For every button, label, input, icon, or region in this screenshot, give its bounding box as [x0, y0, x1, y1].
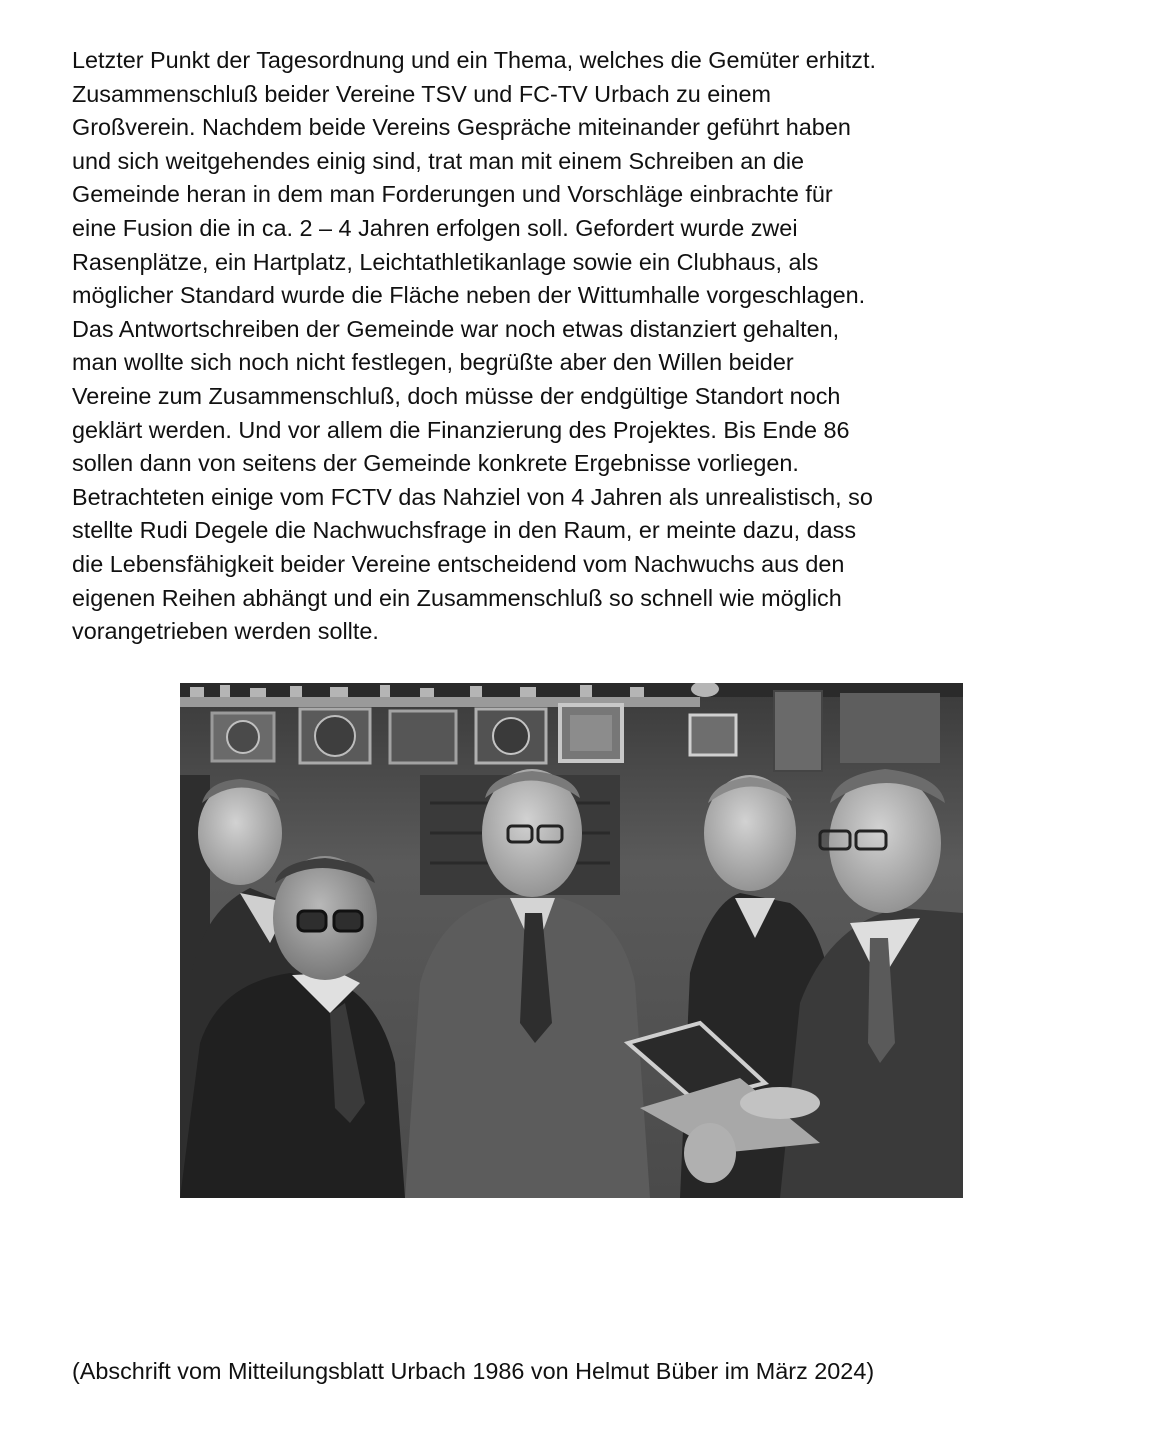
article-line: eine Fusion die in ca. 2 – 4 Jahren erfolgen soll. Gefordert wurde zwei [72, 214, 798, 241]
group-photo [180, 683, 963, 1198]
article-line: möglicher Standard wurde die Fläche neben der Wittumhalle vorgeschlagen. [72, 282, 866, 309]
article-line: Großverein. Nachdem beide Vereins Gespräche miteinander geführt haben [72, 114, 851, 141]
article-line: sollen dann von seitens der Gemeinde konkrete Ergebnisse vorliegen. [72, 450, 799, 477]
article-line: und sich weitgehendes einig sind, trat man mit einem Schreiben an die [72, 147, 805, 174]
article-line: geklärt werden. Und vor allem die Finanzierung des Projektes. Bis Ende 86 [72, 416, 850, 443]
article-line: Rasenplätze, ein Hartplatz, Leichtathletikanlage sowie ein Clubhaus, als [72, 248, 819, 275]
article-line: Letzter Punkt der Tagesordnung und ein Thema, welches die Gemüter erhitzt. [72, 47, 876, 73]
article-text [72, 44, 1082, 649]
article-line: Vereine zum Zusammenschluß, doch müsse der endgültige Standort noch [72, 382, 841, 409]
caption: (Abschrift vom Mitteilungsblatt Urbach 1986 von Helmut Büber im März 2024) [72, 1358, 875, 1384]
article-line: die Lebensfähigkeit beider Vereine entscheidend vom Nachwuchs aus den [72, 550, 845, 577]
article-line: eigenen Reihen abhängt und ein Zusammenschluß so schnell wie möglich [72, 584, 842, 611]
article-line: Das Antwortschreiben der Gemeinde war noch etwas distanziert gehalten, [72, 315, 840, 342]
article-line: Gemeinde heran in dem man Forderungen und Vorschläge einbrachte für [72, 181, 833, 208]
article-line: Betrachteten einige vom FCTV das Nahziel von 4 Jahren als unrealistisch, so [72, 483, 873, 510]
article-line: vorangetrieben werden sollte. [72, 618, 379, 645]
article-line: man wollte sich noch nicht festlegen, begrüßte aber den Willen beider [72, 349, 794, 376]
article-line: Zusammenschluß beider Vereine TSV und FC-TV Urbach zu einem [72, 80, 771, 107]
article-line: stellte Rudi Degele die Nachwuchsfrage in den Raum, er meinte dazu, dass [72, 517, 857, 544]
